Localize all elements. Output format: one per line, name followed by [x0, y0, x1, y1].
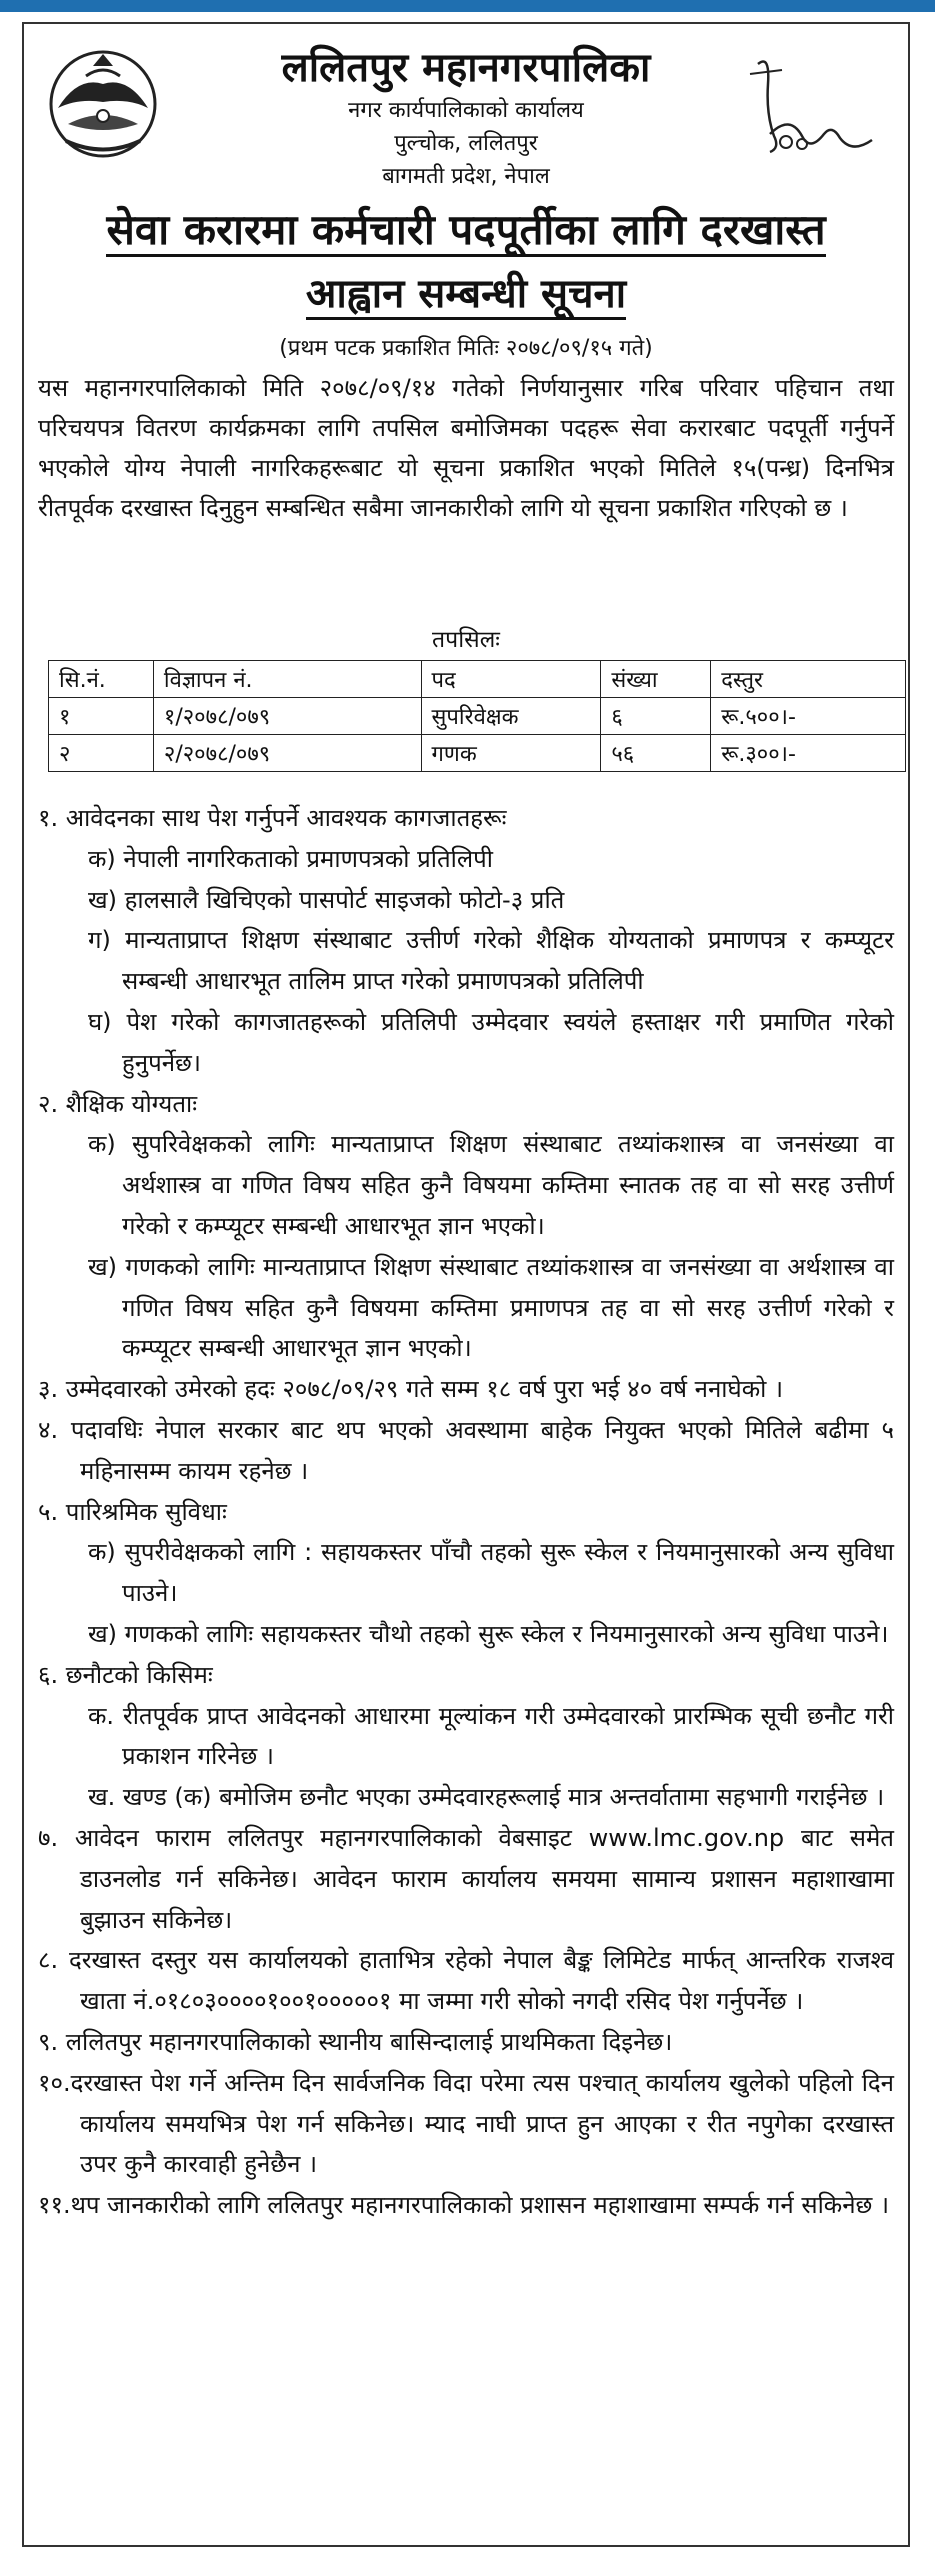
table-cell: १	[49, 698, 154, 735]
org-name: ललितपुर महानगरपालिका	[281, 45, 651, 91]
section-title: ५. पारिश्रमिक सुविधाः	[38, 1497, 227, 1526]
table-row	[49, 698, 906, 735]
section-priority: ९. ललितपुर महानगरपालिकाको स्थानीय बासिन्दालाई प्राथमिकता दिइनेछ।	[38, 2027, 673, 2056]
section-qualification	[38, 1084, 894, 1370]
notice-page	[22, 22, 910, 2547]
table-cell: २/२०७८/०७९	[153, 735, 421, 772]
office-province: बागमती प्रदेश, नेपाल	[382, 164, 550, 189]
office-name: नगर कार्यपालिकाको कार्यालय	[348, 98, 584, 123]
table-row	[49, 735, 906, 772]
notice-subtitle	[24, 264, 908, 319]
list-item: ख) हालसालै खिचिएको पासपोर्ट साइजको फोटो-३ प्रति	[88, 885, 565, 914]
table-cell: ६	[601, 698, 711, 735]
table-cell: २	[49, 735, 154, 772]
intro-paragraph: यस महानगरपालिकाको मिति २०७८/०९/१४ गतेको निर्णयानुसार गरिब परिवार पहिचान तथा परिचयपत्र वितरण कार्यक्रमका लागि तपसिल बमोजिमका पदहरू सेवा करारबाट पदपूर्ती गर्नुपर्ने भएकोले योग्य नेपाली नागरिकहरूबाट यो सूचना प्रकाशित भएको मितिले १५(पन्ध्र) दिनभित्र रीतपूर्वक दरखास्त दिनुहुन सम्बन्धित सबैमा जानकारीको लागि यो सूचना प्रकाशित गरिएको छ ।	[38, 374, 894, 522]
list-item: ग) मान्यताप्राप्त शिक्षण संस्थाबाट उत्तीर्ण गरेको शैक्षिक योग्यताको प्रमाणपत्र र कम्प्यूटर सम्बन्धी आधारभूत तालिम प्राप्त गरेको प्रमाणपत्रको प्रतिलिपी	[88, 926, 894, 996]
table-cell: सुपरिवेक्षक	[421, 698, 601, 735]
notice-body	[38, 798, 894, 2226]
notice-title	[24, 200, 908, 257]
col-ad-no: विज्ञापन नं.	[153, 661, 421, 698]
col-post: पद	[421, 661, 601, 698]
list-item: क. रीतपूर्वक प्राप्त आवेदनको आधारमा मूल्यांकन गरी उम्मेदवारको प्रारम्भिक सूची छनौट गरी प्रकाशन गरिनेछ ।	[88, 1701, 894, 1771]
table-cell: गणक	[421, 735, 601, 772]
top-bar	[0, 0, 935, 12]
list-item: क) नेपाली नागरिकताको प्रमाणपत्रको प्रतिलिपी	[88, 844, 494, 873]
col-count: संख्या	[601, 661, 711, 698]
section-remuneration	[38, 1492, 894, 1655]
list-item: क) सुपरिवेक्षकको लागिः मान्यताप्राप्त शिक्षण संस्थाबाट तथ्यांकशास्त्र वा जनसंख्या वा अर्थशास्त्र वा गणित विषय सहित कुनै विषयमा कम्तिमा स्नातक तह वा सो सरह उत्तीर्ण गरेको र कम्प्यूटर सम्बन्धी आधारभूत ज्ञान भएको।	[88, 1130, 894, 1240]
section-title: ६. छनौटको किसिमः	[38, 1660, 213, 1689]
table-cell: रू.३००।-	[711, 735, 906, 772]
col-sn: सि.नं.	[49, 661, 154, 698]
schedule-label: तपसिलः	[432, 627, 500, 653]
section-documents	[38, 798, 894, 1084]
section-title: २. शैक्षिक योग्यताः	[38, 1089, 198, 1118]
table-cell: रू.५००।-	[711, 698, 906, 735]
office-location: पुल्चोक, ललितपुर	[394, 131, 538, 156]
publish-date: (प्रथम पटक प्रकाशित मितिः २०७८/०९/१५ गते)	[279, 336, 653, 361]
schedule-table	[48, 660, 906, 772]
table-header-row	[49, 661, 906, 698]
section-application-form: ७. आवेदन फाराम ललितपुर महानगरपालिकाको वेबसाइट www.lmc.gov.np बाट समेत डाउनलोड गर्न सकिनेछ। आवेदन फाराम कार्यालय समयमा सामान्य प्रशासन महाशाखामा बुझाउन सकिनेछ।	[38, 1823, 894, 1934]
list-item: क) सुपरीवेक्षकको लागि : सहायकस्तर पाँचौ तहको सुरू स्केल र नियमानुसारको अन्य सुविधा पाउने।	[88, 1538, 894, 1608]
table-cell: १/२०७८/०७९	[153, 698, 421, 735]
section-title: १. आवेदनका साथ पेश गर्नुपर्ने आवश्यक कागजातहरूः	[38, 804, 507, 832]
section-deadline: १०.दरखास्त पेश गर्ने अन्तिम दिन सार्वजनिक विदा परेमा त्यस पश्चात् कार्यालय खुलेको पहिलो दिन कार्यालय समयभित्र पेश गर्न सकिनेछ। म्याद नाघी प्राप्त हुन आएका र रीत नपुगेका दरखास्त उपर कुनै कारवाही हुनेछैन ।	[38, 2068, 894, 2179]
list-item: घ) पेश गरेको कागजातहरूको प्रतिलिपी उम्मेदवार स्वयंले हस्ताक्षर गरी प्रमाणित गरेको हुनुपर्नेछ।	[88, 1007, 894, 1077]
section-contact: ११.थप जानकारीको लागि ललितपुर महानगरपालिकाको प्रशासन महाशाखामा सम्पर्क गर्न सकिनेछ ।	[38, 2191, 890, 2220]
section-fee-payment: ८. दरखास्त दस्तुर यस कार्यालयको हाताभित्र रहेको नेपाल बैङ्क लिमिटेड मार्फत् आन्तरिक राजश्व खाता नं.०१८०३००००१००१०००००१ मा जम्मा गरी सोको नगदी रसिद पेश गर्नुपर्नेछ ।	[38, 1946, 894, 2016]
section-age-limit: ३. उम्मेदवारको उमेरको हदः २०७८/०९/२९ गते सम्म १८ वर्ष पुरा भई ४० वर्ष ननाघेको ।	[38, 1375, 784, 1404]
col-fee: दस्तुर	[711, 661, 906, 698]
list-item: ख. खण्ड (क) बमोजिम छनौट भएका उम्मेदवारहरूलाई मात्र अन्तर्वातामा सहभागी गराईनेछ ।	[88, 1783, 885, 1812]
notice-title-line1: सेवा करारमा कर्मचारी पदपूर्तीका लागि दरखास्त	[106, 205, 825, 257]
list-item: ख) गणकको लागिः सहायकस्तर चौथो तहको सुरू स्केल र नियमानुसारको अन्य सुविधा पाउने।	[88, 1619, 889, 1648]
table-cell: ५६	[601, 735, 711, 772]
section-selection	[38, 1655, 894, 1818]
list-item: ख) गणकको लागिः मान्यताप्राप्त शिक्षण संस्थाबाट तथ्यांकशास्त्र वा जनसंख्या वा अर्थशास्त्र वा गणित विषय सहित कुनै विषयमा कम्तिमा प्रमाणपत्र तह वा सो सरह उत्तीर्ण गरेको र कम्प्यूटर सम्बन्धी आधारभूत ज्ञान भएको।	[88, 1252, 894, 1363]
notice-title-line2: आह्वान सम्बन्धी सूचना	[306, 271, 626, 320]
section-tenure: ४. पदावधिः नेपाल सरकार बाट थप भएको अवस्थामा बाहेक नियुक्त भएको मितिले बढीमा ५ महिनासम्म कायम रहनेछ ।	[38, 1415, 894, 1485]
